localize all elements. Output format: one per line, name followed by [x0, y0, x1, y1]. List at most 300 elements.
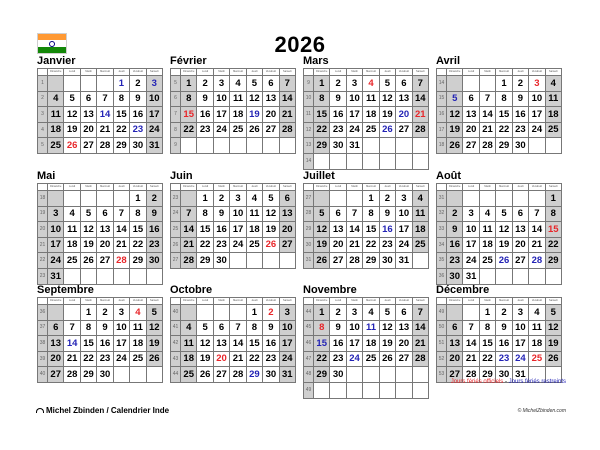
empty-day-cell: [363, 138, 379, 154]
month-8: [436, 170, 562, 285]
empty-day-cell: [396, 138, 412, 154]
weekday-header: Mercredi: [496, 184, 512, 191]
day-cell: 16: [97, 336, 113, 352]
day-cell: 19: [380, 107, 396, 123]
weekday-header: Jeudi: [114, 298, 130, 305]
day-cell: 29: [197, 253, 213, 269]
day-cell: 25: [230, 123, 246, 139]
day-cell: 6: [280, 191, 296, 207]
day-cell: 8: [546, 207, 562, 223]
weekday-header: Mardi: [81, 69, 97, 76]
day-cell: 20: [81, 123, 97, 139]
day-cell: 16: [447, 238, 463, 254]
day-cell: 5: [64, 92, 80, 108]
day-cell: 23: [496, 352, 512, 368]
day-cell: 12: [247, 92, 263, 108]
day-cell: 12: [380, 92, 396, 108]
day-cell: 11: [48, 107, 64, 123]
week-number: 52: [437, 352, 447, 368]
day-cell: 31: [48, 269, 64, 285]
day-cell: 7: [230, 321, 246, 337]
empty-day-cell: [413, 138, 429, 154]
empty-day-cell: [380, 138, 396, 154]
week-number: 35: [437, 253, 447, 269]
day-cell: 17: [147, 107, 163, 123]
empty-day-cell: [413, 154, 429, 170]
day-cell: 6: [447, 321, 463, 337]
week-header-corner: [38, 184, 48, 191]
day-cell: 1: [314, 76, 330, 92]
day-cell: 2: [447, 207, 463, 223]
day-cell: 26: [64, 138, 80, 154]
empty-day-cell: [114, 191, 130, 207]
day-cell: 7: [97, 92, 113, 108]
week-number: 43: [171, 352, 181, 368]
day-cell: 10: [396, 207, 412, 223]
day-cell: 9: [513, 92, 529, 108]
day-cell: 6: [330, 207, 346, 223]
day-cell: 4: [363, 305, 379, 321]
day-cell: 21: [280, 107, 296, 123]
day-cell: 27: [48, 367, 64, 383]
day-cell: 19: [496, 238, 512, 254]
day-cell: 17: [114, 336, 130, 352]
day-cell: 11: [480, 222, 496, 238]
day-cell: 24: [513, 352, 529, 368]
day-cell: 21: [347, 238, 363, 254]
empty-day-cell: [380, 154, 396, 170]
day-cell: 14: [97, 107, 113, 123]
empty-day-cell: [496, 269, 512, 285]
day-cell: 29: [81, 367, 97, 383]
week-header-corner: [437, 298, 447, 305]
weekday-header: Mardi: [480, 184, 496, 191]
day-cell: 4: [247, 191, 263, 207]
day-cell: 13: [396, 92, 412, 108]
day-cell: 1: [81, 305, 97, 321]
day-cell: 19: [447, 123, 463, 139]
week-number: 46: [304, 336, 314, 352]
empty-day-cell: [347, 367, 363, 383]
weekday-header: Lundi: [463, 184, 479, 191]
weekday-header: Samedi: [280, 69, 296, 76]
week-number: 42: [171, 336, 181, 352]
day-cell: 19: [314, 238, 330, 254]
day-cell: 6: [214, 321, 230, 337]
weekday-header: Mardi: [347, 69, 363, 76]
day-cell: 24: [147, 123, 163, 139]
empty-day-cell: [330, 191, 346, 207]
week-number: 23: [171, 191, 181, 207]
day-cell: 21: [413, 107, 429, 123]
day-cell: 7: [280, 76, 296, 92]
month-grid: [303, 183, 429, 269]
day-cell: 8: [130, 207, 146, 223]
week-number: 36: [38, 305, 48, 321]
day-cell: 13: [513, 222, 529, 238]
day-cell: 12: [546, 321, 562, 337]
day-cell: 23: [330, 123, 346, 139]
weekday-header: Samedi: [546, 184, 562, 191]
day-cell: 9: [197, 92, 213, 108]
weekday-header: Mercredi: [97, 298, 113, 305]
day-cell: 1: [247, 305, 263, 321]
day-cell: 27: [463, 138, 479, 154]
day-cell: 19: [197, 352, 213, 368]
day-cell: 26: [147, 352, 163, 368]
weekday-header: Jeudi: [247, 298, 263, 305]
week-number: 21: [38, 238, 48, 254]
empty-day-cell: [263, 138, 279, 154]
author-credit: [36, 406, 169, 415]
month-name: Juin: [170, 170, 193, 182]
day-cell: 28: [413, 123, 429, 139]
day-cell: 28: [64, 367, 80, 383]
day-cell: 5: [496, 207, 512, 223]
empty-day-cell: [197, 138, 213, 154]
empty-day-cell: [413, 253, 429, 269]
month-name: Août: [436, 170, 462, 182]
empty-day-cell: [81, 191, 97, 207]
weekday-header: Dimanche: [447, 69, 463, 76]
week-number: 19: [38, 207, 48, 223]
day-cell: 9: [263, 321, 279, 337]
day-cell: 18: [480, 238, 496, 254]
day-cell: 23: [513, 123, 529, 139]
day-cell: 14: [413, 321, 429, 337]
week-number: 51: [437, 336, 447, 352]
empty-day-cell: [64, 76, 80, 92]
week-number: 16: [437, 107, 447, 123]
empty-day-cell: [130, 269, 146, 285]
empty-day-cell: [480, 191, 496, 207]
day-cell: 9: [330, 92, 346, 108]
day-cell: 10: [347, 92, 363, 108]
weekday-header: Dimanche: [181, 184, 197, 191]
weekday-header: Samedi: [546, 298, 562, 305]
day-cell: 15: [314, 107, 330, 123]
day-cell: 29: [314, 367, 330, 383]
week-number: 44: [171, 367, 181, 383]
weekday-header: Samedi: [413, 298, 429, 305]
day-cell: 5: [147, 305, 163, 321]
weekday-header: Lundi: [463, 69, 479, 76]
week-header-corner: [304, 69, 314, 76]
day-cell: 5: [380, 76, 396, 92]
week-header-corner: [437, 69, 447, 76]
day-cell: 31: [147, 138, 163, 154]
day-cell: 29: [480, 367, 496, 383]
day-cell: 21: [463, 352, 479, 368]
day-cell: 4: [363, 76, 379, 92]
day-cell: 15: [496, 107, 512, 123]
empty-day-cell: [81, 76, 97, 92]
day-cell: 10: [280, 321, 296, 337]
weekday-header: Jeudi: [513, 298, 529, 305]
day-cell: 31: [513, 367, 529, 383]
day-cell: 15: [480, 336, 496, 352]
day-cell: 17: [214, 107, 230, 123]
day-cell: 16: [330, 336, 346, 352]
weekday-header: Vendredi: [130, 69, 146, 76]
day-cell: 23: [447, 253, 463, 269]
day-cell: 23: [214, 238, 230, 254]
weekday-header: Samedi: [147, 184, 163, 191]
day-cell: 22: [314, 123, 330, 139]
day-cell: 1: [480, 305, 496, 321]
day-cell: 13: [447, 336, 463, 352]
weekday-header: Lundi: [330, 184, 346, 191]
weekday-header: Lundi: [197, 298, 213, 305]
empty-day-cell: [247, 138, 263, 154]
day-cell: 13: [81, 107, 97, 123]
empty-day-cell: [48, 191, 64, 207]
day-cell: 3: [463, 207, 479, 223]
month-grid: [303, 68, 429, 170]
day-cell: 18: [130, 336, 146, 352]
day-cell: 16: [496, 336, 512, 352]
day-cell: 10: [347, 321, 363, 337]
day-cell: 22: [496, 123, 512, 139]
day-cell: 30: [447, 269, 463, 285]
day-cell: 12: [197, 336, 213, 352]
day-cell: 14: [463, 336, 479, 352]
day-cell: 29: [496, 138, 512, 154]
day-cell: 8: [181, 92, 197, 108]
day-cell: 21: [230, 352, 246, 368]
week-number: 12: [304, 123, 314, 139]
empty-day-cell: [513, 191, 529, 207]
empty-day-cell: [181, 191, 197, 207]
day-cell: 27: [513, 253, 529, 269]
weekday-header: Vendredi: [130, 184, 146, 191]
week-header-corner: [437, 184, 447, 191]
day-cell: 11: [130, 321, 146, 337]
day-cell: 30: [130, 138, 146, 154]
day-cell: 18: [413, 222, 429, 238]
day-cell: 22: [363, 238, 379, 254]
website-credit: © MichelZbinden.com: [517, 408, 566, 414]
empty-day-cell: [147, 367, 163, 383]
day-cell: 27: [330, 253, 346, 269]
week-number: 50: [437, 321, 447, 337]
month-name: Mai: [37, 170, 56, 182]
day-cell: 7: [181, 207, 197, 223]
day-cell: 2: [513, 76, 529, 92]
day-cell: 14: [413, 92, 429, 108]
week-number: 15: [437, 92, 447, 108]
day-cell: 18: [64, 238, 80, 254]
weekday-header: Vendredi: [130, 298, 146, 305]
empty-day-cell: [396, 154, 412, 170]
weekday-header: Lundi: [197, 184, 213, 191]
day-cell: 16: [147, 222, 163, 238]
month-grid: [436, 183, 562, 285]
day-cell: 13: [330, 222, 346, 238]
day-cell: 27: [81, 138, 97, 154]
week-number: 18: [437, 138, 447, 154]
weekday-header: Mercredi: [97, 69, 113, 76]
day-cell: 14: [114, 222, 130, 238]
day-cell: 2: [214, 191, 230, 207]
month-grid: [37, 68, 163, 154]
day-cell: 22: [181, 123, 197, 139]
weekday-header: Mercredi: [363, 184, 379, 191]
empty-day-cell: [546, 138, 562, 154]
weekday-header: Jeudi: [114, 69, 130, 76]
week-number: 3: [38, 107, 48, 123]
day-cell: 18: [546, 107, 562, 123]
day-cell: 17: [280, 336, 296, 352]
day-cell: 14: [529, 222, 545, 238]
month-grid: [170, 297, 296, 383]
day-cell: 4: [529, 305, 545, 321]
day-cell: 28: [181, 253, 197, 269]
day-cell: 14: [230, 336, 246, 352]
empty-day-cell: [363, 383, 379, 399]
weekday-header: Jeudi: [247, 69, 263, 76]
day-cell: 12: [380, 321, 396, 337]
week-header-corner: [171, 69, 181, 76]
day-cell: 26: [263, 238, 279, 254]
day-cell: 8: [81, 321, 97, 337]
empty-day-cell: [197, 305, 213, 321]
week-header-corner: [171, 184, 181, 191]
day-cell: 10: [463, 222, 479, 238]
day-cell: 9: [330, 321, 346, 337]
day-cell: 16: [513, 107, 529, 123]
weekday-header: Lundi: [64, 184, 80, 191]
day-cell: 20: [263, 107, 279, 123]
week-number: 24: [171, 207, 181, 223]
week-number: 31: [437, 191, 447, 207]
weekday-header: Jeudi: [114, 184, 130, 191]
day-cell: 29: [114, 138, 130, 154]
day-cell: 12: [64, 107, 80, 123]
day-cell: 5: [447, 92, 463, 108]
weekday-header: Mercredi: [496, 298, 512, 305]
empty-day-cell: [314, 191, 330, 207]
day-cell: 11: [64, 222, 80, 238]
weekday-header: Mercredi: [363, 69, 379, 76]
day-cell: 16: [330, 107, 346, 123]
day-cell: 14: [64, 336, 80, 352]
day-cell: 2: [147, 191, 163, 207]
weekday-header: Mercredi: [363, 298, 379, 305]
day-cell: 28: [413, 352, 429, 368]
month-grid: [170, 68, 296, 154]
week-number: 37: [38, 321, 48, 337]
empty-day-cell: [396, 383, 412, 399]
day-cell: 15: [314, 336, 330, 352]
day-cell: 21: [64, 352, 80, 368]
day-cell: 8: [314, 92, 330, 108]
weekday-header: Lundi: [463, 298, 479, 305]
weekday-header: Samedi: [147, 69, 163, 76]
day-cell: 4: [413, 191, 429, 207]
week-number: 7: [171, 107, 181, 123]
weekday-header: Mardi: [81, 298, 97, 305]
month-3: [303, 55, 429, 170]
day-cell: 26: [314, 253, 330, 269]
day-cell: 28: [280, 123, 296, 139]
day-cell: 2: [330, 305, 346, 321]
empty-day-cell: [480, 76, 496, 92]
empty-day-cell: [230, 305, 246, 321]
day-cell: 26: [380, 123, 396, 139]
day-cell: 4: [48, 92, 64, 108]
day-cell: 26: [197, 367, 213, 383]
day-cell: 10: [513, 321, 529, 337]
empty-day-cell: [496, 191, 512, 207]
day-cell: 21: [114, 238, 130, 254]
day-cell: 12: [314, 222, 330, 238]
weekday-header: Vendredi: [263, 298, 279, 305]
empty-day-cell: [529, 269, 545, 285]
day-cell: 1: [114, 76, 130, 92]
day-cell: 15: [247, 336, 263, 352]
weekday-header: Dimanche: [314, 298, 330, 305]
day-cell: 26: [81, 253, 97, 269]
day-cell: 30: [496, 367, 512, 383]
day-cell: 13: [214, 336, 230, 352]
author-credit-text: Michel Zbinden / Calendrier Inde: [46, 406, 170, 415]
day-cell: 28: [463, 367, 479, 383]
weekday-header: Vendredi: [263, 69, 279, 76]
month-name: Décembre: [436, 284, 490, 296]
day-cell: 9: [130, 92, 146, 108]
empty-day-cell: [130, 367, 146, 383]
day-cell: 13: [280, 207, 296, 223]
day-cell: 25: [64, 253, 80, 269]
empty-day-cell: [114, 367, 130, 383]
day-cell: 29: [546, 253, 562, 269]
week-number: 36: [437, 269, 447, 285]
day-cell: 1: [546, 191, 562, 207]
weekday-header: Lundi: [64, 69, 80, 76]
day-cell: 27: [280, 238, 296, 254]
month-name: Novembre: [303, 284, 357, 296]
day-cell: 18: [247, 222, 263, 238]
day-cell: 11: [230, 92, 246, 108]
day-cell: 30: [330, 367, 346, 383]
empty-day-cell: [380, 383, 396, 399]
day-cell: 12: [147, 321, 163, 337]
week-number: 9: [304, 76, 314, 92]
day-cell: 9: [380, 207, 396, 223]
month-name: Octobre: [170, 284, 213, 296]
month-1: [37, 55, 163, 154]
week-number: 49: [437, 305, 447, 321]
weekday-header: Mardi: [81, 184, 97, 191]
week-number: 53: [437, 367, 447, 383]
day-cell: 13: [263, 92, 279, 108]
day-cell: 26: [496, 253, 512, 269]
day-cell: 25: [247, 238, 263, 254]
empty-day-cell: [263, 253, 279, 269]
day-cell: 10: [48, 222, 64, 238]
day-cell: 28: [347, 253, 363, 269]
week-number: 23: [38, 269, 48, 285]
empty-day-cell: [447, 305, 463, 321]
week-number: 33: [437, 222, 447, 238]
calendar-year-title: 2026: [274, 32, 326, 57]
empty-day-cell: [330, 154, 346, 170]
day-cell: 31: [396, 253, 412, 269]
day-cell: 3: [280, 305, 296, 321]
day-cell: 1: [496, 76, 512, 92]
day-cell: 27: [263, 123, 279, 139]
